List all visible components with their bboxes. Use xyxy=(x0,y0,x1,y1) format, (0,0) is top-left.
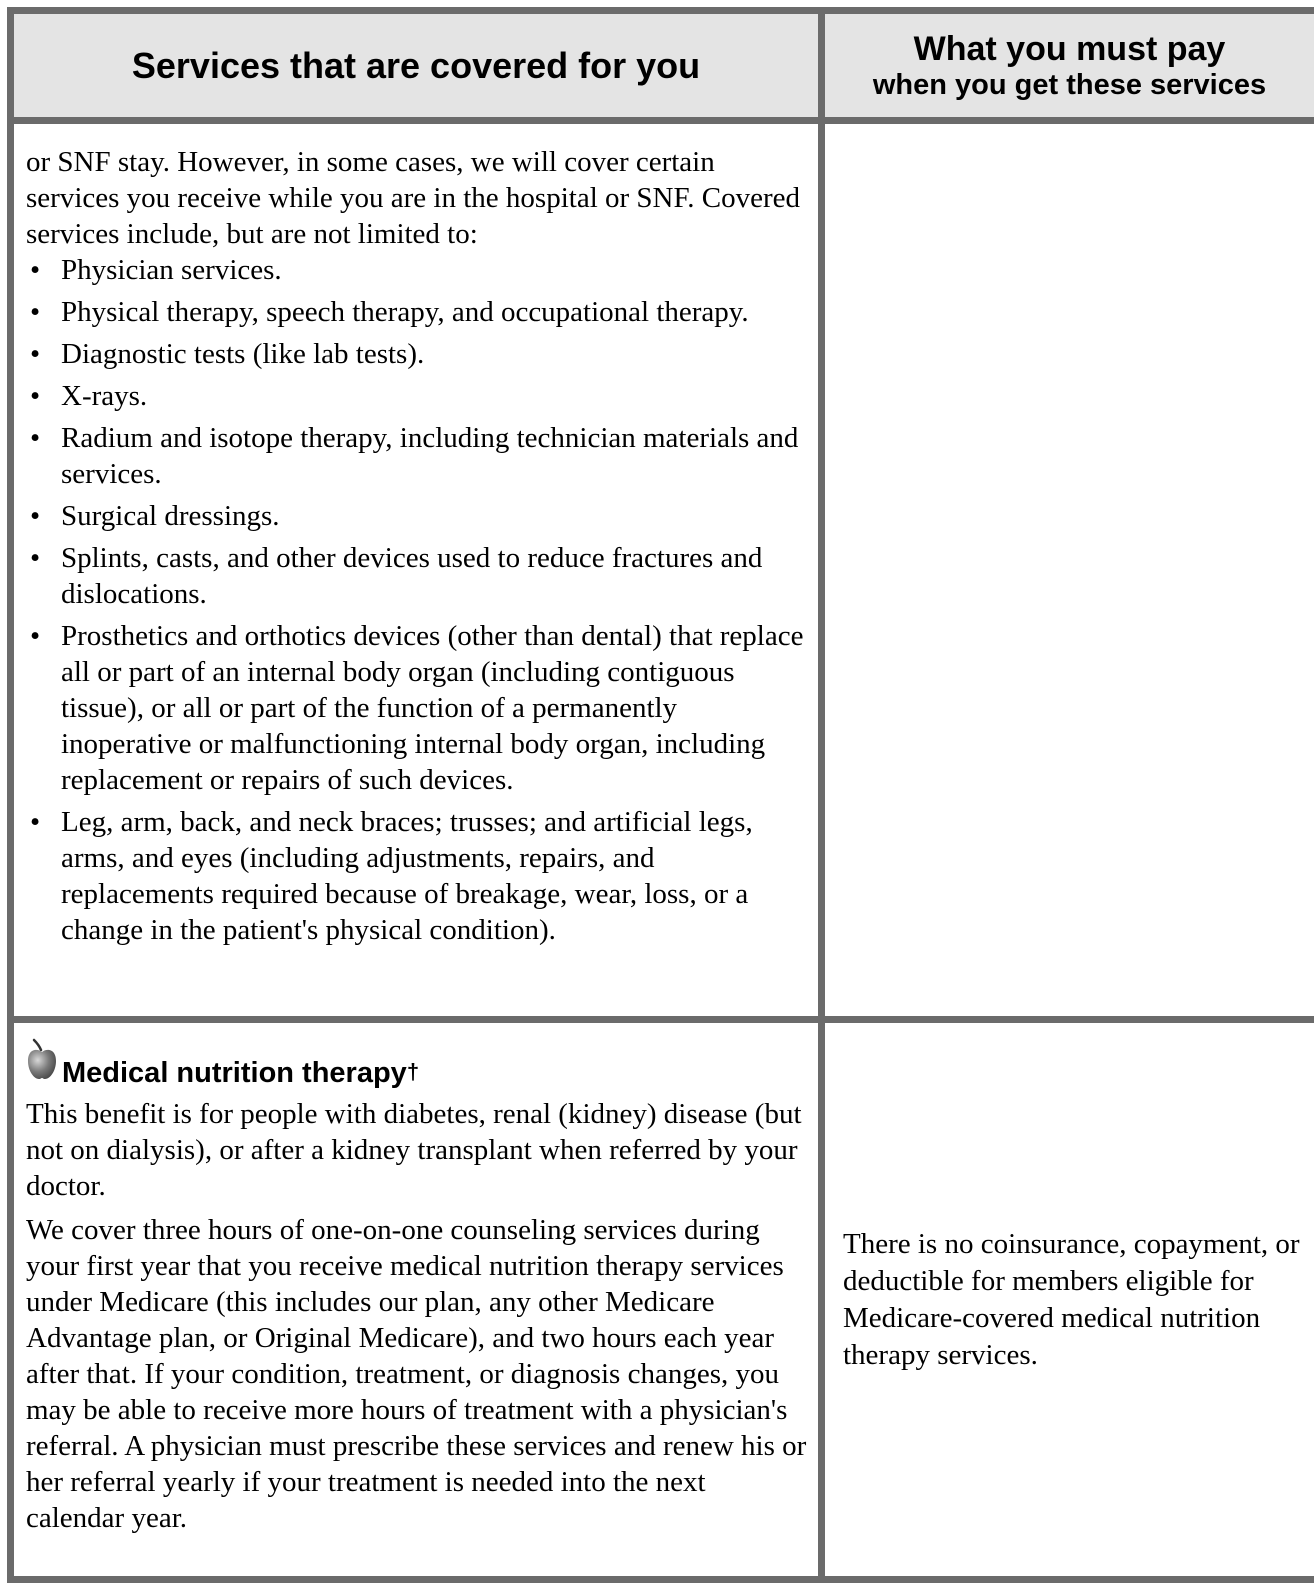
table-row xyxy=(11,1020,1314,1580)
header-cost-label: What you must pay xyxy=(825,30,1314,68)
list-item: • Radium and isotope therapy, including technician materials and services. xyxy=(26,420,808,492)
row1-services-cell xyxy=(11,121,822,1020)
header-services-label: Services that are covered for you xyxy=(132,45,700,86)
list-item: • Leg, arm, back, and neck braces; trusses; and artificial legs, arms, and eyes (including adjustments, repairs, and replacements required because of breakage, wear, loss, or a change in the patient's physical condition). xyxy=(26,804,808,948)
list-item: • Physician services. xyxy=(26,252,808,288)
row2-cost-text: There is no coinsurance, copayment, or deductible for members eligible for Medicare-covered medical nutrition therapy services. xyxy=(843,1228,1300,1371)
header-cost-cell xyxy=(822,11,1314,121)
header-services-cell xyxy=(11,11,822,121)
list-item: • Splints, casts, and other devices used to reduce fractures and dislocations. xyxy=(26,540,808,612)
nutrition-heading xyxy=(26,1037,808,1090)
row2-cost-cell xyxy=(822,1020,1314,1580)
nutrition-paragraph-2: We cover three hours of one-on-one counseling services during your first year that you receive medical nutrition therapy services under Medicare (this includes our plan, any other Medicare Advantage plan, or Original Medicare), and two hours each year after that. If your condition, treatment, or diagnosis changes, you may be able to receive more hours of treatment with a physician's referral. A physician must prescribe these services and renew his or her referral yearly if your treatment is needed into the next calendar year. xyxy=(26,1212,808,1536)
row2-services-cell xyxy=(11,1020,822,1580)
list-item: • Physical therapy, speech therapy, and occupational therapy. xyxy=(26,294,808,330)
row1-cost-cell xyxy=(822,121,1314,1020)
benefits-table xyxy=(7,7,1314,1583)
nutrition-title: Medical nutrition therapy xyxy=(62,1056,407,1090)
covered-services-list xyxy=(26,252,808,948)
dagger-mark: † xyxy=(407,1054,419,1090)
apple-icon xyxy=(26,1037,58,1090)
list-item: • X-rays. xyxy=(26,378,808,414)
list-item: • Diagnostic tests (like lab tests). xyxy=(26,336,808,372)
list-item: • Prosthetics and orthotics devices (other than dental) that replace all or part of an internal body organ (including contiguous tissue), or all or part of the function of a permanently inoperative or malfunctioning internal body organ, including replacement or repairs of such devices. xyxy=(26,618,808,798)
row1-intro-text: or SNF stay. However, in some cases, we will cover certain services you receive while you are in the hospital or SNF. Covered services include, but are not limited to: xyxy=(26,144,808,252)
nutrition-paragraph-1: This benefit is for people with diabetes, renal (kidney) disease (but not on dialysis), or after a kidney transplant when referred by your doctor. xyxy=(26,1096,808,1204)
list-item: • Surgical dressings. xyxy=(26,498,808,534)
table-header-row xyxy=(11,11,1314,121)
header-cost-sublabel: when you get these services xyxy=(825,68,1314,102)
table-row xyxy=(11,121,1314,1020)
